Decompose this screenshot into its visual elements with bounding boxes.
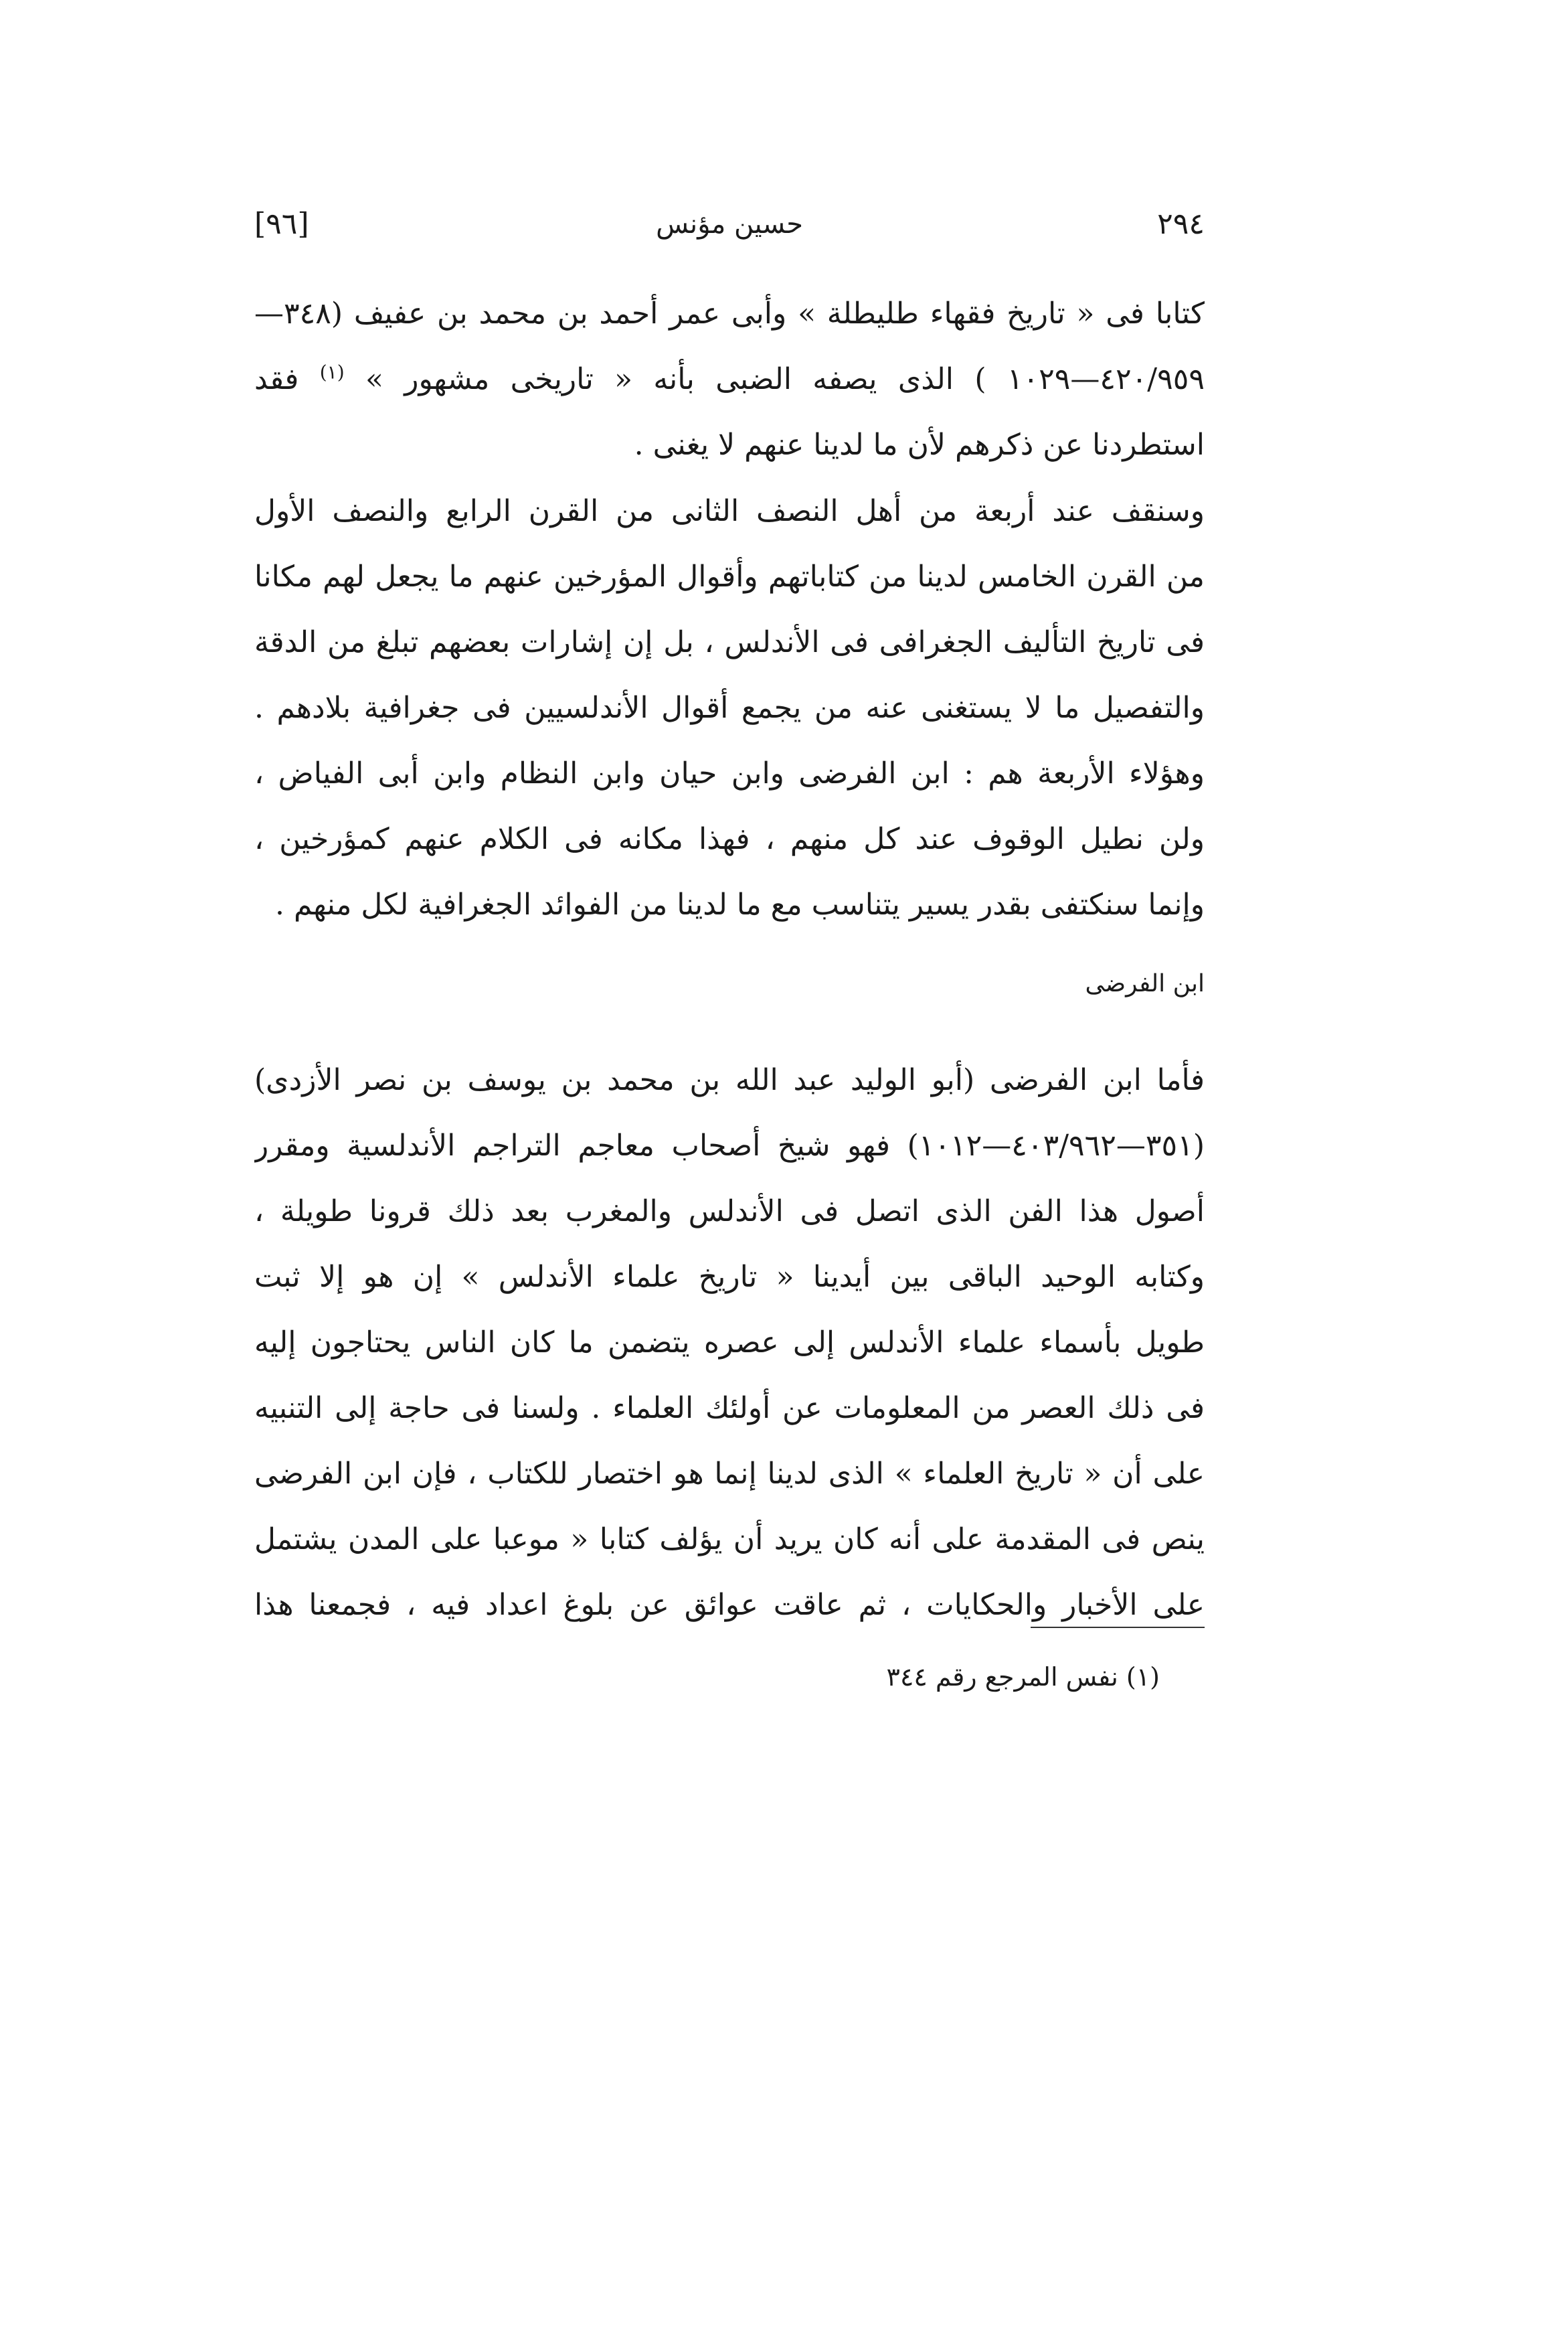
text-line: على الأخبار والحكايات ، ثم عاقت عوائق عن بلوغ اعداد فيه ، فجمعنا هذا xyxy=(254,1588,1205,1622)
footnote: (١) نفس المرجع رقم ٣٤٤ xyxy=(886,1662,1160,1692)
text-line: ولن نطيل الوقوف عند كل منهم ، فهذا مكانه فى الكلام عنهم كمؤرخين ، xyxy=(254,822,1205,856)
running-title: حسين مؤنس xyxy=(656,209,803,240)
text-line: من القرن الخامس لدينا من كتاباتهم وأقوال المؤرخين عنهم ما يجعل لهم مكانا xyxy=(254,560,1205,594)
paragraph-1 xyxy=(254,281,1205,478)
text-line-part: ٤٢٠/٩٥٩—١٠٢٩ ) الذى يصفه الضبى بأنه « تاريخى مشهور » xyxy=(365,362,1205,396)
page-number: ٢٩٤ xyxy=(1157,207,1205,241)
text-line: على أن « تاريخ العلماء » الذى لدينا إنما هو اختصار للكتاب ، فإن ابن الفرضى xyxy=(254,1457,1205,1491)
text-line: وإنما سنكتفى بقدر يسير يتناسب مع ما لدينا من الفوائد الجغرافية لكل منهم . xyxy=(275,888,1205,922)
text-line: استطردنا عن ذكرهم لأن ما لدينا عنهم لا يغنى . xyxy=(634,428,1205,462)
original-page-number: [٩٦] xyxy=(254,207,309,241)
text-line: فأما ابن الفرضى (أبو الوليد عبد الله بن محمد بن يوسف بن نصر الأزدى) xyxy=(254,1063,1205,1097)
text-line: فى تاريخ التأليف الجغرافى فى الأندلس ، بل إن إشارات بعضهم تبلغ من الدقة xyxy=(254,625,1205,659)
text-line: طويل بأسماء علماء الأندلس إلى عصره يتضمن ما كان الناس يحتاجون إليه xyxy=(254,1325,1205,1360)
section-heading: ابن الفرضى xyxy=(1085,970,1205,997)
text-line: وهؤلاء الأربعة هم : ابن الفرضى وابن حيان وابن النظام وابن أبى الفياض ، xyxy=(254,756,1205,791)
text-line: أصول هذا الفن الذى اتصل فى الأندلس والمغرب بعد ذلك قرونا طويلة ، xyxy=(254,1194,1205,1228)
text-line: وكتابه الوحيد الباقى بين أيدينا « تاريخ علماء الأندلس » إن هو إلا ثبت xyxy=(254,1260,1205,1294)
text-line: فى ذلك العصر من المعلومات عن أولئك العلماء . ولسنا فى حاجة إلى التنبيه xyxy=(254,1391,1205,1425)
text-line: كتابا فى « تاريخ فقهاء طليطلة » وأبى عمر أحمد بن محمد بن عفيف (٣٤٨— xyxy=(254,297,1205,331)
text-line: ينص فى المقدمة على أنه كان يريد أن يؤلف كتابا « موعبا على المدن يشتمل xyxy=(254,1522,1205,1556)
paragraph-2 xyxy=(254,479,1205,938)
text-line: (٣٥١—٤٠٣/٩٦٢—١٠١٢) فهو شيخ أصحاب معاجم التراجم الأندلسية ومقرر xyxy=(254,1129,1205,1163)
footnote-divider xyxy=(1031,1627,1205,1628)
text-line-with-footnote xyxy=(254,347,1205,412)
running-header xyxy=(254,201,1205,248)
text-line-part: فقد xyxy=(254,362,299,396)
footnote-marker: (١) xyxy=(319,361,345,384)
text-line: والتفصيل ما لا يستغنى عنه من يجمع أقوال الأندلسيين فى جغرافية بلادهم . xyxy=(254,691,1205,725)
text-line: وسنقف عند أربعة من أهل النصف الثانى من القرن الرابع والنصف الأول xyxy=(254,494,1205,528)
paragraph-3 xyxy=(254,1048,1205,1638)
